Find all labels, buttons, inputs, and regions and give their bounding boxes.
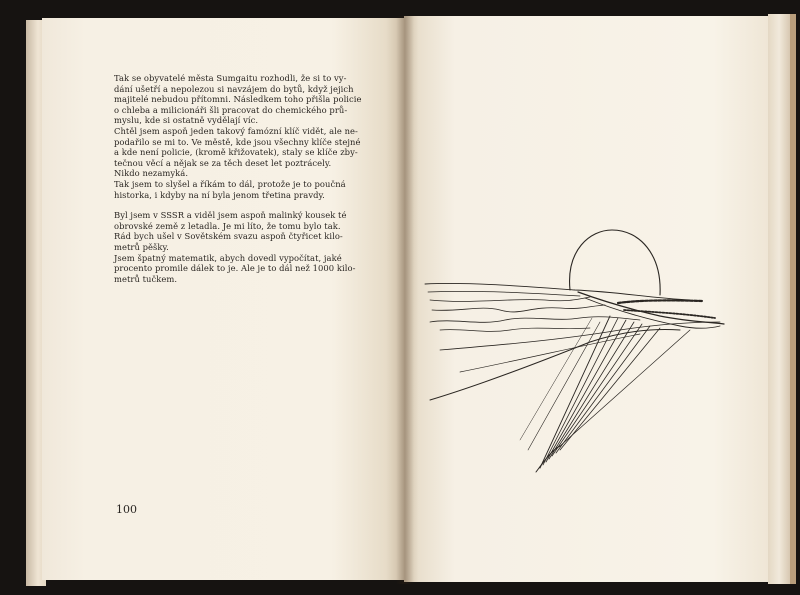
fan-line (540, 316, 610, 468)
text-line: myslu, kde si ostatně vydělají víc. (114, 115, 259, 126)
fan-line (560, 328, 660, 450)
text-line: obrovské země z letadla. Je mi líto, že tomu bylo tak. (114, 220, 341, 231)
horizon-scribble (618, 300, 702, 303)
text-line: metrů pěšky. (114, 241, 169, 252)
text-line: o chleba a milicionáři šli pracovat do chemického prů- (114, 104, 348, 115)
ridge-line (585, 298, 720, 328)
text-line: Tak se obyvatelé města Sumgaitu rozhodli, že si to vy- (114, 73, 347, 83)
ground-wave (440, 328, 590, 331)
paragraph-gap (114, 200, 370, 210)
sun-arc (570, 230, 661, 295)
ground-wave (428, 291, 580, 296)
horizon-scribble (624, 310, 715, 318)
text-line: Nikdo nezamyká. (114, 168, 189, 179)
line-drawing-illustration (410, 220, 740, 480)
text-line: tečnou věcí a nějak se za těch deset let poztrácely. (114, 157, 332, 168)
text-line: majitelé nebudou přítomni. Následkem toho přišla policie (114, 94, 362, 105)
text-line: podařilo se mi to. Ve městě, kde jsou všechny klíče stejné (114, 136, 361, 147)
text-line: procento promile dálek to je. Ale je to dál než 1000 kilo- (114, 263, 356, 274)
text-line: Rád bych ušel v Sovětském svazu aspoň čtyřicet kilo- (114, 231, 343, 242)
ground-wave (430, 297, 590, 301)
diagonal-line (430, 330, 680, 401)
text-line: historka, i kdyby na ní byla jenom třetina pravdy. (114, 189, 325, 200)
text-line: metrů tučkem. (114, 273, 178, 284)
fan-line (546, 320, 626, 462)
text-line: Tak jsem to slyšel a říkám to dál, protože je to poučná (114, 178, 346, 189)
left-page-text (114, 73, 370, 284)
text-line: a kde není policie, (kromě křižovatek), staly se klíče zby- (114, 147, 358, 158)
text-line: Byl jsem v SSSR a viděl jsem aspoň malinký kousek té (114, 210, 347, 221)
text-line: Chtěl jsem aspoň jeden takový famózní klíč vidět, ale ne- (114, 125, 358, 136)
text-line: dání ušetří a nepolezou si navzájem do bytů, když jejich (114, 83, 354, 94)
paragraph-2 (114, 210, 370, 284)
ground-wave (432, 305, 605, 312)
right-page-stack (768, 14, 796, 584)
paragraph-1 (114, 73, 370, 200)
fan-line (556, 326, 650, 453)
text-line: Jsem špatný matematik, abych dovedl vypočítat, jaké (114, 252, 342, 263)
fan-line (543, 318, 618, 465)
fan-line (560, 330, 690, 446)
page-number: 100 (116, 503, 137, 516)
